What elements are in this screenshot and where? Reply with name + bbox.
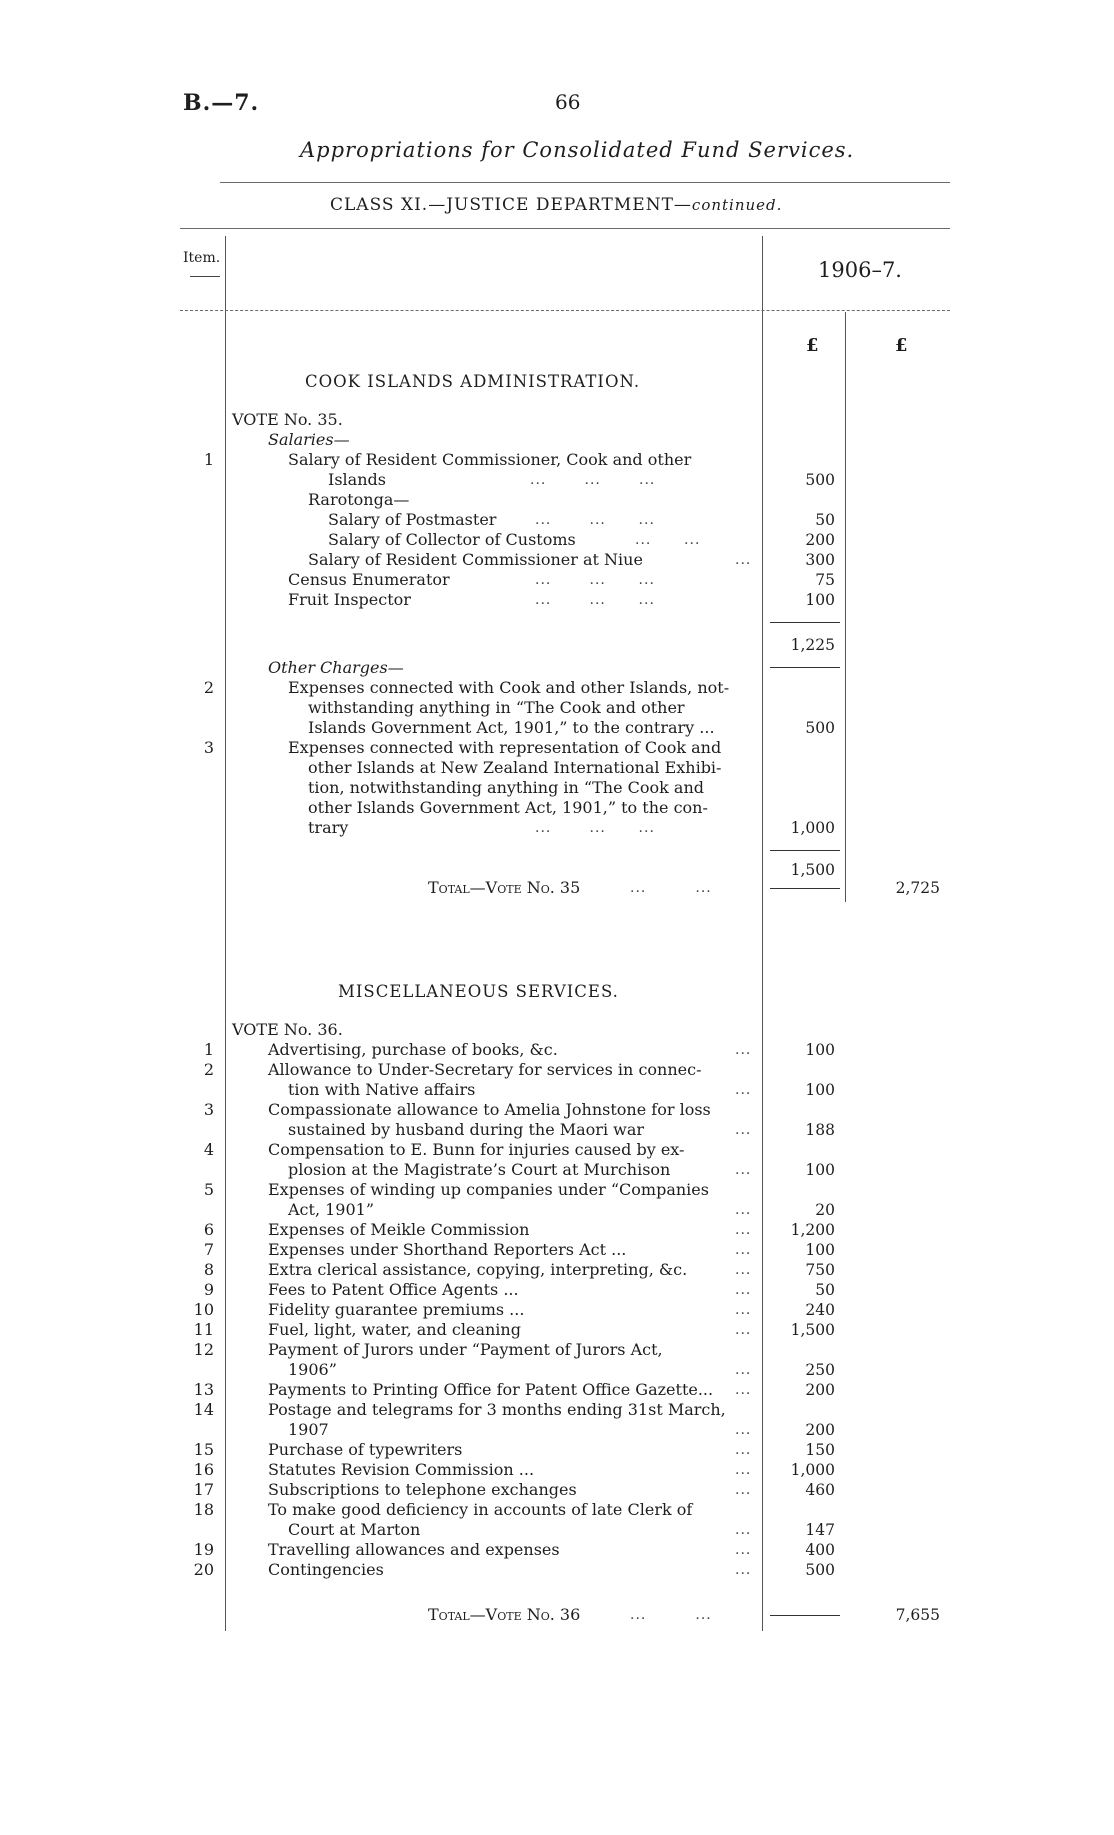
leader-dots: ... bbox=[735, 1262, 752, 1278]
line-amount: 1,000 bbox=[790, 1461, 835, 1479]
line-item-text: Islands bbox=[328, 470, 386, 489]
item-number: 3 bbox=[203, 1100, 214, 1119]
leader-dots: ... bbox=[735, 1322, 752, 1338]
line-item-text: trary bbox=[308, 818, 349, 837]
line-item-text: plosion at the Magistrate’s Court at Murchison bbox=[288, 1160, 671, 1179]
line-item-text: Compensation to E. Bunn for injuries caused by ex- bbox=[268, 1140, 685, 1159]
page-title: Appropriations for Consolidated Fund Services. bbox=[300, 138, 855, 162]
leader-dots: ... ... bbox=[630, 1607, 712, 1623]
leader-dots: ... bbox=[735, 1562, 752, 1578]
leader-dots: ... bbox=[735, 1122, 752, 1138]
line-item-text: Expenses under Shorthand Reporters Act ... bbox=[268, 1240, 627, 1259]
misc-services-heading: MISCELLANEOUS SERVICES. bbox=[338, 982, 619, 1001]
line-item-text: withstanding anything in “The Cook and other bbox=[308, 698, 685, 717]
leader-dots: ... ... bbox=[635, 532, 701, 548]
line-item-text: Compassionate allowance to Amelia Johnstone for loss bbox=[268, 1100, 711, 1119]
total-rule bbox=[770, 1615, 840, 1616]
item-number: 2 bbox=[203, 1060, 214, 1079]
line-item-text: To make good deficiency in accounts of late Clerk of bbox=[268, 1500, 693, 1519]
subtotal-rule bbox=[770, 850, 840, 851]
other-charges-subtotal: 1,500 bbox=[790, 861, 835, 879]
line-amount: 50 bbox=[815, 1281, 835, 1299]
currency-col1: £ bbox=[806, 335, 819, 356]
item-number: 15 bbox=[193, 1440, 214, 1459]
line-item-text: Expenses connected with representation of Cook and bbox=[288, 738, 722, 757]
line-amount: 240 bbox=[805, 1301, 835, 1319]
line-item-text: Advertising, purchase of books, &c. bbox=[268, 1040, 558, 1059]
line-item-text: Expenses connected with Cook and other Islands, not- bbox=[288, 678, 730, 697]
vote-35-total: 2,725 bbox=[895, 879, 940, 897]
item-number: 5 bbox=[203, 1180, 214, 1199]
line-item-text: 1906” bbox=[288, 1360, 337, 1379]
line-item-text: 1907 bbox=[288, 1420, 329, 1439]
item-number: 16 bbox=[193, 1460, 214, 1479]
item-number: 6 bbox=[203, 1220, 214, 1239]
item-number: 1 bbox=[203, 450, 214, 469]
item-number: 10 bbox=[193, 1300, 214, 1319]
currency-col2: £ bbox=[895, 335, 908, 356]
line-amount: 20 bbox=[815, 1201, 835, 1219]
line-item-text: tion with Native affairs bbox=[288, 1080, 476, 1099]
year-header-rule bbox=[180, 310, 950, 311]
line-amount: 100 bbox=[805, 1041, 835, 1059]
item-number: 18 bbox=[193, 1500, 214, 1519]
line-item-text: Extra clerical assistance, copying, interpreting, &c. bbox=[268, 1260, 688, 1279]
line-item-text: other Islands Government Act, 1901,” to the con- bbox=[308, 798, 708, 817]
item-number: 11 bbox=[193, 1320, 214, 1339]
leader-dots: ... bbox=[735, 1462, 752, 1478]
class-title: CLASS XI.—JUSTICE DEPARTMENT—continued. bbox=[330, 195, 783, 215]
leader-dots: ... bbox=[735, 1222, 752, 1238]
leader-dots: ... bbox=[735, 1082, 752, 1098]
line-amount: 100 bbox=[805, 1081, 835, 1099]
leader-dots: ... ... bbox=[630, 880, 712, 896]
line-item-text: Travelling allowances and expenses bbox=[268, 1540, 560, 1559]
item-number: 1 bbox=[203, 1040, 214, 1059]
line-item-text: Salary of Resident Commissioner, Cook and other bbox=[288, 450, 692, 469]
leader-dots: ... ... ... bbox=[530, 472, 656, 488]
line-item-text: Allowance to Under-Secretary for services in connec- bbox=[268, 1060, 702, 1079]
line-item-text: Court at Marton bbox=[288, 1520, 421, 1539]
vote-35-total-label: Total—Vote No. 35 bbox=[428, 878, 581, 897]
line-item-text: Purchase of typewriters bbox=[268, 1440, 463, 1459]
line-item-text: Subscriptions to telephone exchanges bbox=[268, 1480, 577, 1499]
subtotal-rule bbox=[770, 622, 840, 623]
line-item-text: Salary of Postmaster bbox=[328, 510, 497, 529]
item-number: 4 bbox=[203, 1140, 214, 1159]
leader-dots: ... bbox=[735, 552, 752, 568]
class-continued: continued. bbox=[691, 196, 783, 214]
inner-amount-divider bbox=[845, 312, 846, 902]
leader-dots: ... bbox=[735, 1302, 752, 1318]
leader-dots: ... bbox=[735, 1242, 752, 1258]
line-amount: 400 bbox=[805, 1541, 835, 1559]
line-item-text: Salary of Resident Commissioner at Niue bbox=[308, 550, 643, 569]
line-item-text: Postage and telegrams for 3 months ending 31st March, bbox=[268, 1400, 726, 1419]
leader-dots: ... bbox=[735, 1482, 752, 1498]
line-item-text: Fees to Patent Office Agents ... bbox=[268, 1280, 519, 1299]
line-item-text: tion, notwithstanding anything in “The Cook and bbox=[308, 778, 705, 797]
item-number: 13 bbox=[193, 1380, 214, 1399]
document-reference: B.—7. bbox=[183, 90, 260, 116]
vote-36-label: VOTE No. 36. bbox=[232, 1020, 343, 1039]
leader-dots: ... bbox=[735, 1042, 752, 1058]
salaries-subtotal: 1,225 bbox=[790, 636, 835, 654]
leader-dots: ... ... ... bbox=[535, 592, 655, 608]
line-item-text: Expenses of Meikle Commission bbox=[268, 1220, 530, 1239]
item-number: 7 bbox=[203, 1240, 214, 1259]
leader-dots: ... bbox=[735, 1362, 752, 1378]
item-column-header: Item. bbox=[183, 250, 221, 266]
line-amount: 100 bbox=[805, 1241, 835, 1259]
leader-dots: ... bbox=[735, 1522, 752, 1538]
line-item-text: other Islands at New Zealand International Exhibi- bbox=[308, 758, 722, 777]
line-amount: 300 bbox=[805, 551, 835, 569]
line-amount: 100 bbox=[805, 591, 835, 609]
line-item-text: Payments to Printing Office for Patent Office Gazette... bbox=[268, 1380, 714, 1399]
line-amount: 188 bbox=[805, 1121, 835, 1139]
line-item-text: Fidelity guarantee premiums ... bbox=[268, 1300, 525, 1319]
line-amount: 500 bbox=[805, 471, 835, 489]
line-item-text: Expenses of winding up companies under “Companies bbox=[268, 1180, 709, 1199]
leader-dots: ... bbox=[735, 1382, 752, 1398]
leader-dots: ... bbox=[735, 1422, 752, 1438]
vote-36-total: 7,655 bbox=[895, 1606, 940, 1624]
salaries-label: Salaries— bbox=[268, 430, 350, 449]
line-amount: 1,500 bbox=[790, 1321, 835, 1339]
item-number: 19 bbox=[193, 1540, 214, 1559]
leader-dots: ... ... ... bbox=[535, 512, 655, 528]
leader-dots: ... bbox=[735, 1162, 752, 1178]
amount-column-divider bbox=[762, 236, 763, 1631]
item-number: 3 bbox=[203, 738, 214, 757]
line-item-text: Rarotonga— bbox=[308, 490, 410, 509]
year-header: 1906–7. bbox=[818, 258, 902, 282]
leader-dots: ... bbox=[735, 1282, 752, 1298]
subtotal-rule bbox=[770, 667, 840, 668]
line-item-text: Act, 1901” bbox=[288, 1200, 375, 1219]
line-amount: 200 bbox=[805, 531, 835, 549]
line-item-text: Census Enumerator bbox=[288, 570, 450, 589]
vote-36-total-label: Total—Vote No. 36 bbox=[428, 1605, 581, 1624]
line-amount: 500 bbox=[805, 719, 835, 737]
leader-dots: ... bbox=[735, 1542, 752, 1558]
leader-dots: ... bbox=[735, 1442, 752, 1458]
item-column-divider bbox=[225, 236, 226, 1631]
line-item-text: Islands Government Act, 1901,” to the contrary ... bbox=[308, 718, 715, 737]
line-item-text: Fruit Inspector bbox=[288, 590, 411, 609]
line-amount: 1,200 bbox=[790, 1221, 835, 1239]
line-item-text: sustained by husband during the Maori war bbox=[288, 1120, 645, 1139]
title-rule bbox=[220, 182, 950, 183]
subtotal-rule bbox=[770, 888, 840, 889]
line-amount: 750 bbox=[805, 1261, 835, 1279]
line-amount: 500 bbox=[805, 1561, 835, 1579]
line-item-text: Statutes Revision Commission ... bbox=[268, 1460, 535, 1479]
line-amount: 1,000 bbox=[790, 819, 835, 837]
line-item-text: Payment of Jurors under “Payment of Jurors Act, bbox=[268, 1340, 663, 1359]
line-item-text: Fuel, light, water, and cleaning bbox=[268, 1320, 521, 1339]
other-charges-label: Other Charges— bbox=[268, 658, 404, 677]
line-amount: 75 bbox=[815, 571, 835, 589]
line-amount: 100 bbox=[805, 1161, 835, 1179]
item-header-underline bbox=[190, 276, 220, 277]
leader-dots: ... bbox=[735, 1202, 752, 1218]
item-number: 8 bbox=[203, 1260, 214, 1279]
line-amount: 147 bbox=[805, 1521, 835, 1539]
item-number: 9 bbox=[203, 1280, 214, 1299]
line-item-text: Salary of Collector of Customs bbox=[328, 530, 576, 549]
line-amount: 460 bbox=[805, 1481, 835, 1499]
leader-dots: ... ... ... bbox=[535, 572, 655, 588]
line-amount: 150 bbox=[805, 1441, 835, 1459]
page-number: 66 bbox=[555, 90, 581, 114]
line-item-text: Contingencies bbox=[268, 1560, 384, 1579]
item-number: 17 bbox=[193, 1480, 214, 1499]
table-top-rule bbox=[180, 228, 950, 229]
line-amount: 250 bbox=[805, 1361, 835, 1379]
line-amount: 200 bbox=[805, 1381, 835, 1399]
item-number: 14 bbox=[193, 1400, 214, 1419]
leader-dots: ... ... ... bbox=[535, 820, 655, 836]
line-amount: 200 bbox=[805, 1421, 835, 1439]
line-amount: 50 bbox=[815, 511, 835, 529]
vote-35-label: VOTE No. 35. bbox=[232, 410, 343, 429]
item-number: 20 bbox=[193, 1560, 214, 1579]
item-number: 2 bbox=[203, 678, 214, 697]
cook-islands-heading: COOK ISLANDS ADMINISTRATION. bbox=[305, 372, 641, 391]
item-number: 12 bbox=[193, 1340, 214, 1359]
